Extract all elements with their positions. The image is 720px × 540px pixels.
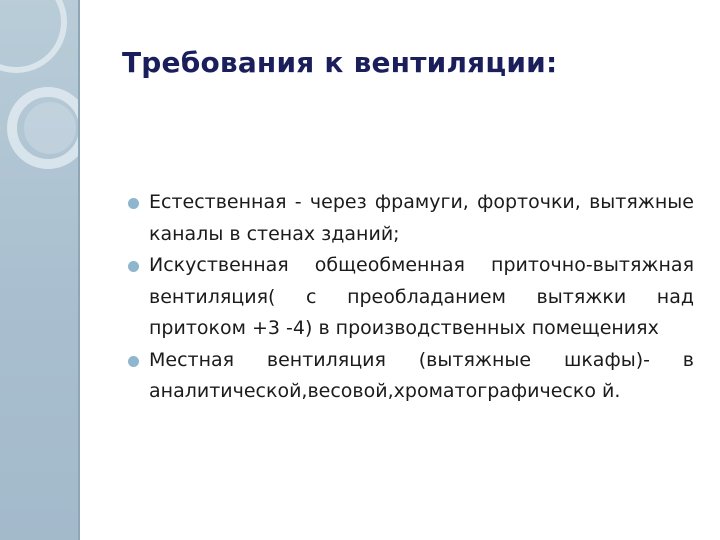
bullet-text: Местная вентиляция (вытяжные шкафы)- в аналитической,весовой,хроматографическо й. xyxy=(149,348,694,402)
decorative-circles xyxy=(0,0,78,540)
bullet-text: Искуственная общеобменная приточно-вытяжная вентиляция( с преобладанием вытяжки над притоком +3 -4) в производственных помещениях xyxy=(149,254,694,339)
bullet-list xyxy=(128,187,694,408)
bullet-item-artificial-ventilation xyxy=(128,250,694,345)
bullet-dot-icon xyxy=(128,356,139,367)
bullet-text: Естественная - через фрамуги, форточки, вытяжные каналы в стенах зданий; xyxy=(149,191,694,245)
panel-divider xyxy=(78,0,80,540)
bullet-item-local-ventilation xyxy=(128,345,694,408)
slide-title: Требования к вентиляции: xyxy=(122,46,558,79)
bullet-dot-icon xyxy=(128,261,139,272)
bullet-item-natural-ventilation xyxy=(128,187,694,250)
bullet-dot-icon xyxy=(128,198,139,209)
decorative-side-panel xyxy=(0,0,78,540)
